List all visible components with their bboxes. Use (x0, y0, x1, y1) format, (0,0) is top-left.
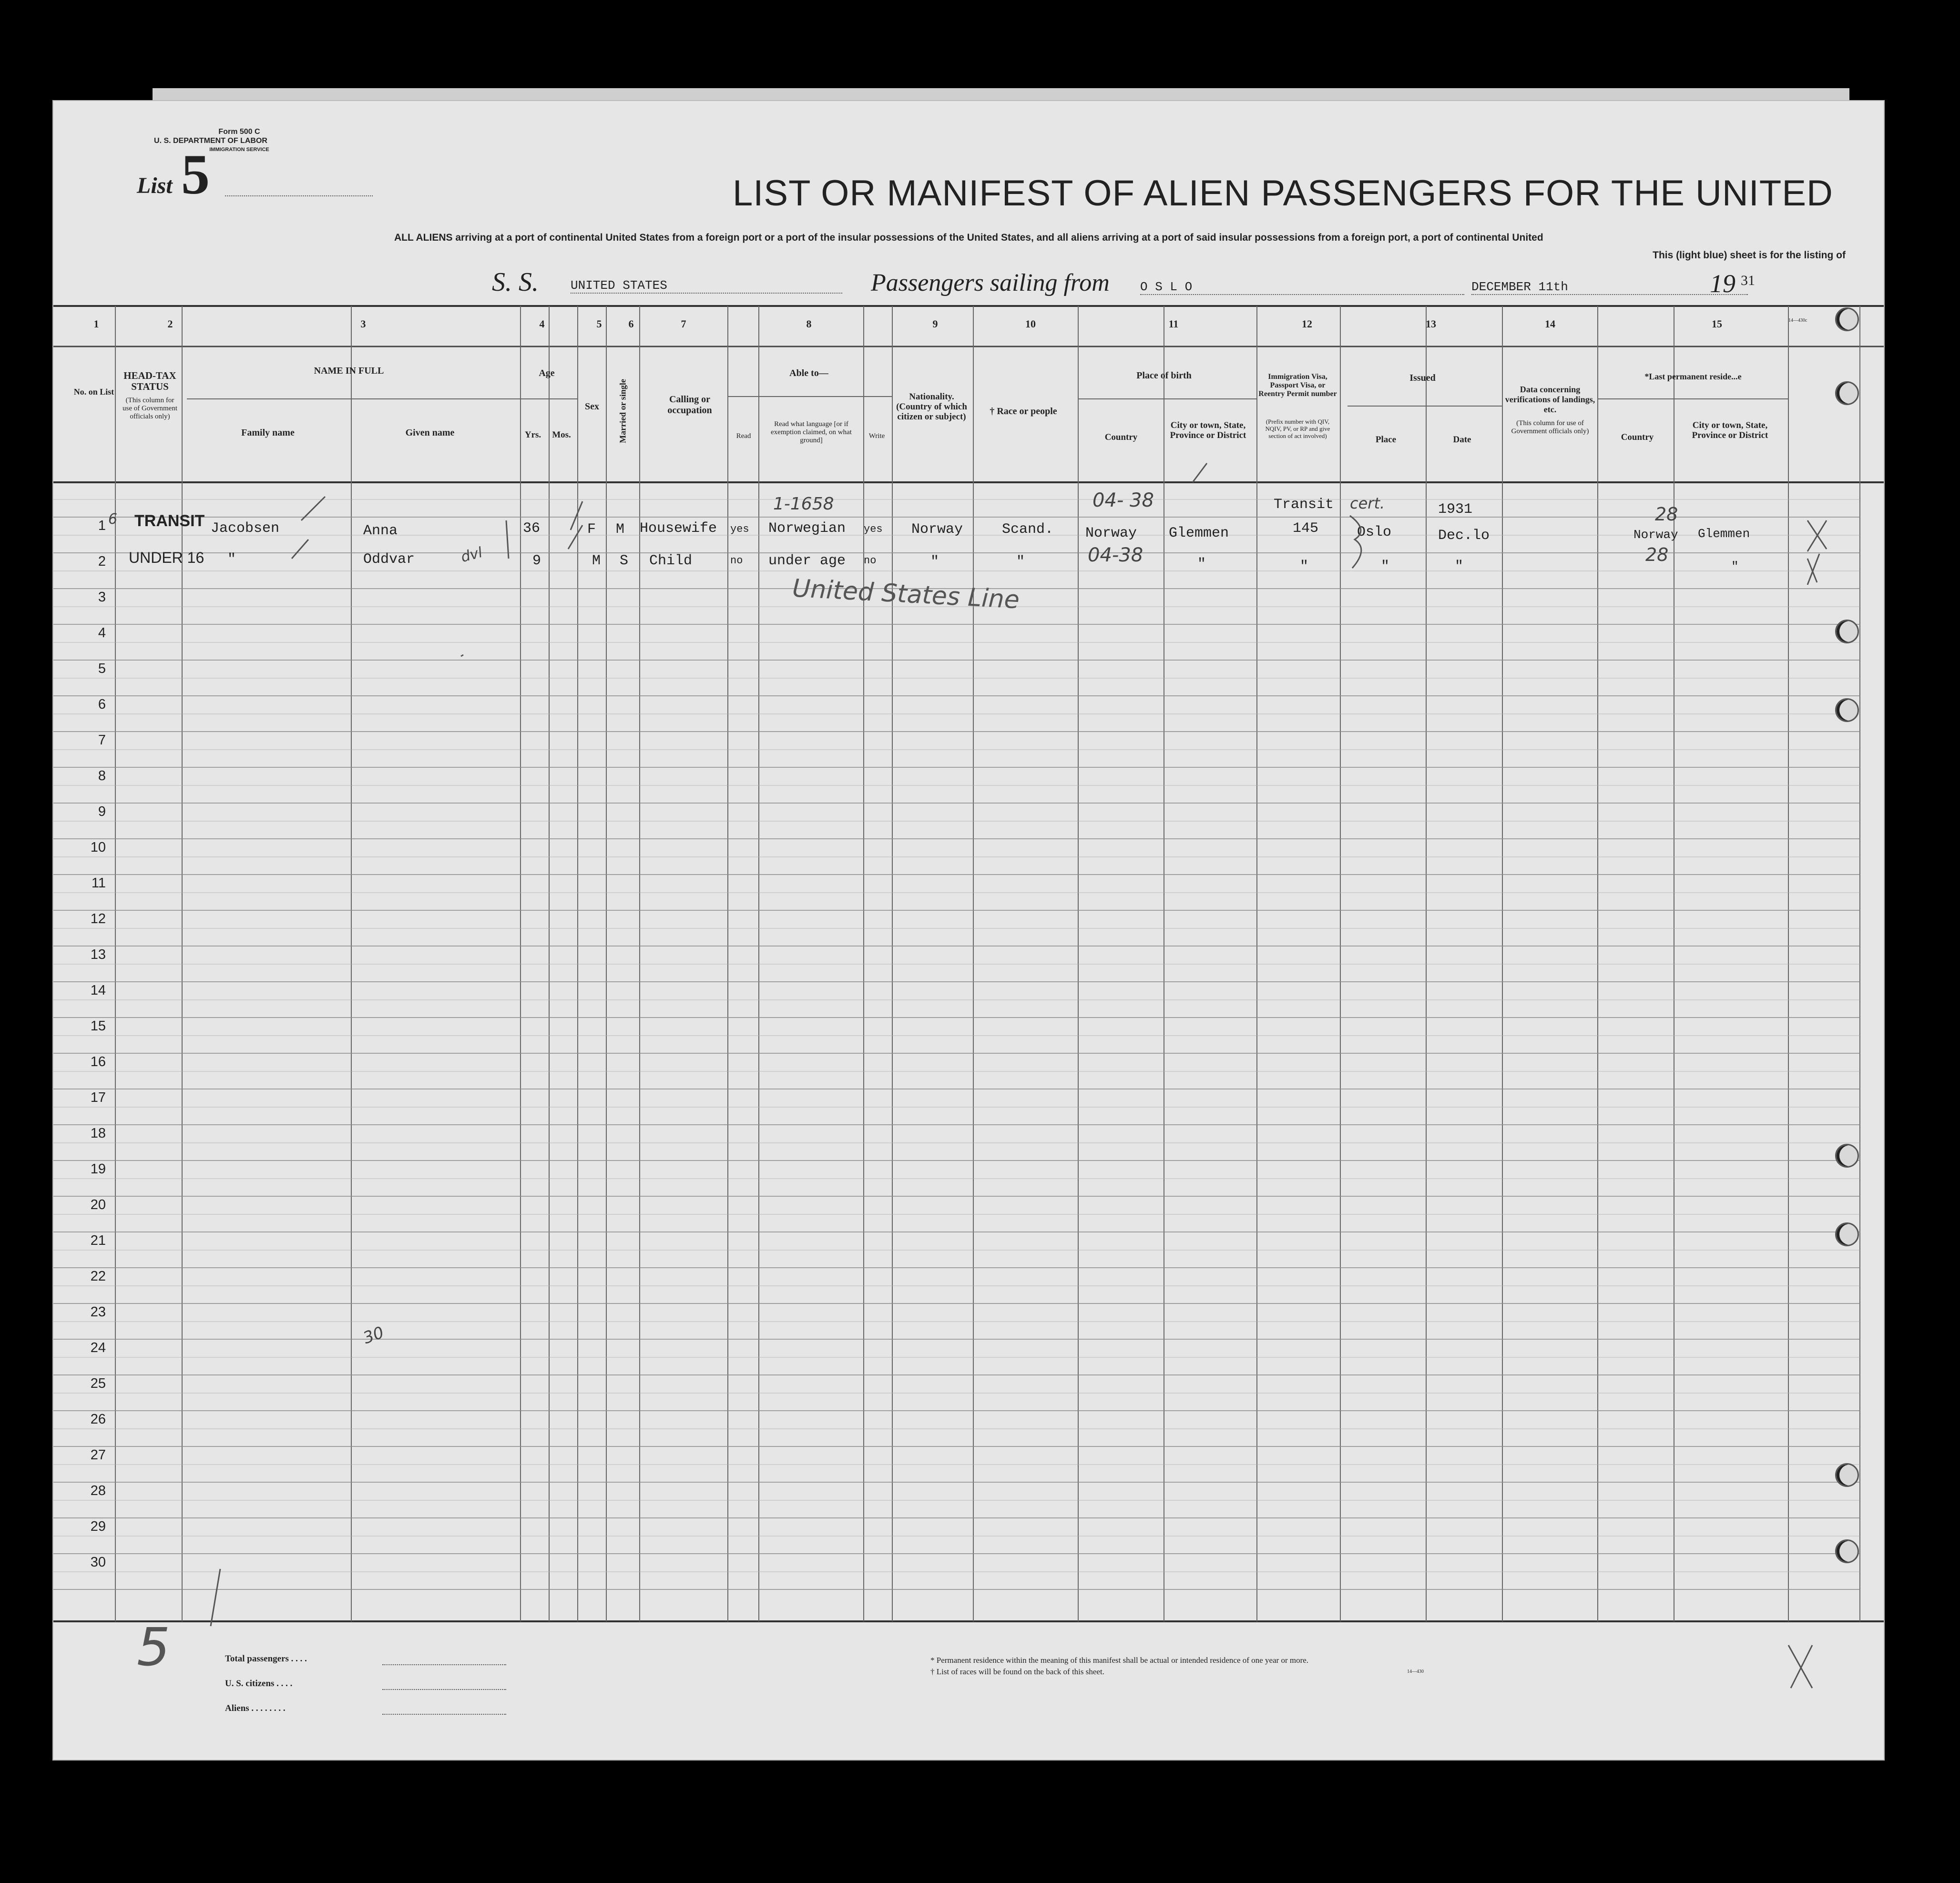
row-number: 5 (98, 661, 106, 676)
header-last-residence: *Last permanent reside...e (1644, 372, 1742, 381)
row-number: 26 (90, 1412, 106, 1427)
row-number: 16 (90, 1054, 106, 1069)
sheet-code: 14—430c (1788, 318, 1807, 323)
handwritten-birth-note: 04- 38 (1092, 489, 1154, 511)
departure-date: DECEMBER 11th (1471, 280, 1748, 295)
row-number: 11 (91, 875, 106, 891)
header-age: Age (539, 368, 555, 378)
age-years: 36 (523, 520, 541, 537)
column-number: 5 (596, 318, 602, 330)
column-number: 13 (1426, 318, 1436, 330)
row-number: 8 (98, 768, 106, 784)
header-race: † Race or people (990, 406, 1057, 417)
row-number: 18 (90, 1126, 106, 1141)
row-number: 27 (90, 1447, 106, 1463)
tick-mark (1193, 463, 1207, 482)
aliens-line (382, 1714, 506, 1715)
punch-hole (1835, 307, 1859, 331)
family-name: " (227, 551, 236, 568)
birth-city: Glemmen (1169, 525, 1229, 541)
year-suffix: 31 (1741, 273, 1755, 288)
column-number: 4 (539, 318, 545, 330)
head-tax-stamp: UNDER 16 (129, 549, 204, 566)
given-name: Oddvar (363, 551, 415, 568)
punch-hole (1835, 1144, 1859, 1168)
punch-hole (1835, 1222, 1859, 1246)
handwritten-row-note: 30 (360, 1323, 387, 1348)
issued-date: " (1455, 559, 1464, 575)
row-number: 20 (90, 1197, 106, 1212)
column-number: 7 (681, 318, 686, 330)
footnote-races: † List of races will be found on the back of this sheet. (930, 1667, 1104, 1676)
can-write: no (864, 555, 877, 567)
can-write: yes (864, 523, 883, 535)
head-tax-stamp: TRANSIT (134, 512, 205, 530)
handwritten-margin-number: 5 (137, 1617, 170, 1678)
family-name: Jacobsen (211, 520, 280, 537)
header-married: Married or single (618, 379, 628, 443)
x-mark (1807, 554, 1819, 585)
header-data-concerning: Data concerning verifications of landings, etc. (1505, 385, 1595, 414)
manifest-title: LIST OR MANIFEST OF ALIEN PASSENGERS FOR THE UNITED (733, 173, 1833, 214)
marital-status: M (616, 521, 625, 538)
row-number: 28 (90, 1483, 106, 1498)
row-number: 30 (90, 1555, 106, 1570)
last-residence-country: Norway (1633, 528, 1678, 542)
row-number: 29 (90, 1519, 106, 1534)
tick-mark (506, 520, 509, 559)
punch-hole (1835, 1539, 1859, 1563)
header-head-tax: HEAD-TAX STATUS (123, 370, 176, 392)
column-number: 9 (932, 318, 938, 330)
row-number: 15 (90, 1018, 106, 1034)
dot-mark (461, 655, 463, 656)
header-sex: Sex (585, 401, 599, 412)
row-number: 13 (90, 947, 106, 962)
birth-country: Norway (1085, 525, 1137, 541)
occupation: Housewife (640, 520, 717, 537)
punch-hole (1835, 381, 1859, 405)
departure-port: O S L O (1140, 280, 1464, 295)
sailing-from-label: Passengers sailing from (871, 269, 1110, 296)
handwritten-given-note: dvl (459, 544, 484, 566)
row-number: 6 (98, 697, 106, 712)
row-number: 7 (98, 733, 106, 748)
footer-code: 14—430 (1407, 1669, 1424, 1674)
birth-city: " (1197, 556, 1206, 572)
department: U. S. DEPARTMENT OF LABOR (154, 137, 267, 145)
tick-mark (571, 501, 582, 530)
can-read: no (730, 555, 743, 567)
column-number: 8 (806, 318, 812, 330)
footnote-residence: * Permanent residence within the meaning of this manifest shall be actual or intended residence of one year or more. (930, 1656, 1309, 1665)
row-number: 21 (90, 1233, 106, 1248)
nationality: " (930, 554, 939, 570)
list-number: 5 (181, 142, 210, 206)
total-passengers-label: Total passengers . . . . (225, 1654, 307, 1664)
ss-label: S. S. (492, 267, 539, 297)
aliens-label: Aliens . . . . . . . . (225, 1703, 286, 1713)
race: " (1016, 554, 1025, 570)
column-number: 14 (1545, 318, 1555, 330)
issued-date: Dec.lo (1438, 528, 1490, 544)
header-calling: Calling or occupation (667, 394, 712, 416)
x-mark (1788, 1645, 1812, 1688)
race: Scand. (1002, 521, 1054, 538)
header-issued-place: Place (1375, 435, 1397, 445)
header-age-yrs: Yrs. (524, 430, 541, 440)
column-number: 6 (628, 318, 634, 330)
handwritten-residence-note: 28 (1655, 504, 1678, 525)
occupation: Child (649, 553, 693, 569)
ship-name: UNITED STATES (571, 278, 842, 294)
us-citizens-label: U. S. citizens . . . . (225, 1679, 293, 1689)
header-able-to: Able to— (789, 368, 828, 378)
column-number: 15 (1712, 318, 1722, 330)
punch-hole (1835, 1463, 1859, 1487)
row-number: 3 (98, 590, 106, 605)
column-number: 11 (1168, 318, 1179, 330)
handwritten-birth-note: 04-38 (1088, 544, 1143, 566)
row-number: 14 (90, 983, 106, 998)
header-issued: Issued (1409, 373, 1436, 383)
handwritten-language-note: 1-1658 (773, 494, 834, 514)
row-number: 22 (90, 1269, 106, 1284)
tick-mark (301, 497, 325, 520)
handwritten-residence-note: 28 (1645, 544, 1669, 565)
row-number: 10 (90, 840, 106, 855)
issued-year: 1931 (1438, 501, 1473, 518)
header-birth-city: City or town, State, Province or District (1170, 420, 1246, 440)
x-mark (1807, 520, 1827, 551)
row-number: 12 (90, 911, 106, 926)
column-number: 10 (1025, 318, 1036, 330)
visa-type: " (1300, 559, 1309, 575)
row-number: 1 (98, 518, 106, 533)
header-name-in-full: NAME IN FULL (314, 366, 384, 376)
sex: F (587, 521, 596, 538)
header-family-name: Family name (241, 427, 295, 438)
manifest-sheet (52, 100, 1885, 1761)
header-head-tax-note: (This column for use of Government officials only) (122, 397, 177, 420)
header-read: Read (736, 432, 751, 440)
issued-place: " (1381, 559, 1390, 575)
row-number: 23 (90, 1304, 106, 1320)
column-number: 2 (167, 318, 173, 330)
header-data-note: (This column for use of Government officials only) (1511, 419, 1589, 435)
handwritten-visa-note: cert. (1350, 494, 1385, 512)
header-given-name: Given name (405, 427, 455, 438)
header-lr-country: Country (1621, 432, 1654, 442)
row-prefix-mark: 6 (108, 511, 118, 528)
read-language: under age (768, 553, 846, 569)
can-read: yes (730, 523, 749, 535)
brace-mark (1350, 516, 1361, 568)
row-number: 17 (90, 1090, 106, 1105)
marital-status: S (620, 553, 629, 569)
subtitle-line-2: This (light blue) sheet is for the listing of (1653, 250, 1846, 261)
nationality: Norway (911, 521, 963, 538)
sex: M (592, 553, 601, 569)
total-passengers-line (382, 1664, 506, 1665)
tick-mark (292, 539, 308, 559)
header-nationality: Nationality. (Country of which citizen or subject) (896, 392, 967, 422)
header-no-on-list: No. on List (73, 387, 114, 397)
pencil-marks (53, 101, 1884, 1760)
service: IMMIGRATION SERVICE (209, 147, 269, 153)
list-label: List (137, 173, 173, 198)
header-birth-country: Country (1104, 432, 1138, 442)
header-lr-city: City or town, State, Province or District (1692, 420, 1768, 440)
column-number: 12 (1302, 318, 1312, 330)
row-number: 9 (98, 804, 106, 819)
age-years: 9 (532, 553, 541, 569)
last-residence-city: Glemmen (1698, 527, 1750, 541)
issued-place: Oslo (1357, 524, 1392, 540)
header-visa: Immigration Visa, Passport Visa, or Reentry Permit number (1258, 373, 1337, 398)
row-number: 24 (90, 1340, 106, 1355)
tick-mark (211, 1569, 220, 1626)
header-read-language: Read what language [or if exemption claimed, on what ground] (771, 420, 852, 444)
row-number: 19 (90, 1161, 106, 1177)
visa-type: Transit (1274, 497, 1334, 513)
read-language: Norwegian (768, 520, 846, 537)
punch-hole (1835, 698, 1859, 722)
us-citizens-line (382, 1689, 506, 1690)
row-number: 2 (98, 554, 106, 569)
column-number: 1 (93, 318, 99, 330)
given-name: Anna (363, 523, 398, 539)
header-visa-note: (Prefix number with QIV, NQIV, PV, or RP and give section of act involved) (1265, 418, 1330, 439)
handwritten-signature: United States Line (791, 574, 1021, 615)
punch-hole (1835, 620, 1859, 643)
row-number: 25 (90, 1376, 106, 1391)
header-write: Write (868, 432, 885, 440)
last-residence-city: " (1731, 560, 1739, 574)
column-number: 3 (360, 318, 366, 330)
header-age-mos: Mos. (552, 430, 571, 440)
visa-number: 145 (1293, 520, 1319, 537)
subtitle-line-1: ALL ALIENS arriving at a port of continental United States from a foreign port or a port of the insular possessions of the United States, and all aliens arriving at a port of said insular possessions from a foreign port, a port of continental United (394, 232, 1543, 243)
header-issued-date: Date (1453, 435, 1471, 445)
row-number: 4 (98, 625, 106, 641)
year-prefix: 19 (1710, 269, 1735, 298)
form-number: Form 500 C (218, 128, 260, 136)
header-place-of-birth: Place of birth (1136, 370, 1192, 381)
